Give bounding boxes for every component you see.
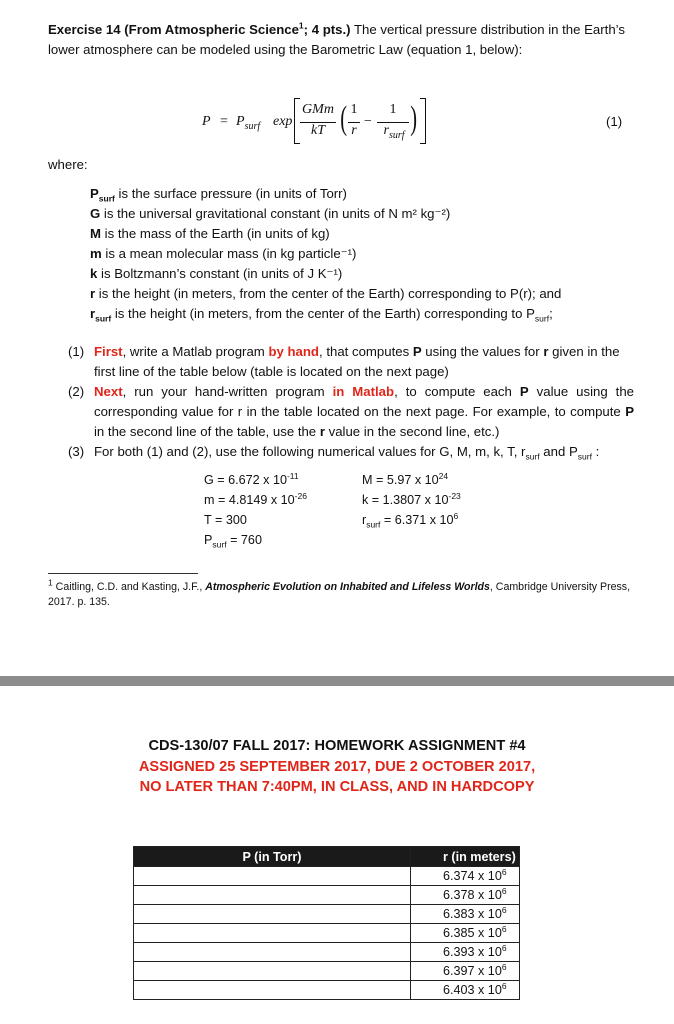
assignment-header-line1: CDS-130/07 FALL 2017: HOMEWORK ASSIGNMENT #4 — [148, 738, 526, 754]
page-separator — [0, 676, 674, 686]
def-earth-mass: M is the mass of the Earth (in units of kg) — [90, 226, 330, 241]
p-cell[interactable] — [134, 962, 411, 981]
table-row — [134, 905, 520, 924]
step-2: (2) Next, run your hand-written program in Matlab, to compute each P value using the corresponding value for r in the table located on the next page. For example, to compute P in the second line of the table, use the r value in the second line, etc.) — [68, 384, 634, 439]
r-cell: 6.403 x $10^6$ — [411, 981, 520, 1000]
assignment-header-line2: ASSIGNED 25 SEPTEMBER 2017, DUE 2 OCTOBER 2017, — [138, 759, 536, 775]
steps-list — [68, 342, 634, 462]
const-psurf: $P_{surf} = 760$ — [204, 533, 262, 550]
col-header-p: P (in Torr) — [134, 847, 411, 867]
def-r: r is the height (in meters, from the center of the Earth) corresponding to P(r); and — [90, 286, 562, 301]
assignment-header-line3: NO LATER THAN 7:40PM, IN CLASS, AND IN HARDCOPY — [139, 779, 535, 795]
step-1: (1) First, write a Matlab program by hand, that computes P using the values for r given in the first line of the table below (table is located on the next page) — [68, 344, 620, 379]
where-label: where: — [48, 157, 88, 172]
col-header-r: r (in meters) — [411, 847, 520, 867]
def-molecular-mass: m is a mean molecular mass (in kg particle⁻¹) — [90, 246, 357, 261]
table-row — [134, 924, 520, 943]
exercise-title: Exercise 14 (From Atmospheric Science$^1$; 4 pts.) — [48, 20, 351, 37]
def-g: G is the universal gravitational constant (in units of N m² kg⁻²) — [90, 206, 451, 221]
table-row — [134, 943, 520, 962]
table-row — [134, 886, 520, 905]
table-row — [134, 962, 520, 981]
const-g: G = 6.672 x $10^{-11}$ — [204, 470, 299, 487]
exercise-intro: Exercise 14 (From Atmospheric Science$^1$; 4 pts.) The vertical pressure distribution in the Earth’s lower atmosphere can be modeled using the Barometric Law (equation 1, below): — [48, 20, 625, 57]
table-row — [134, 867, 520, 886]
const-t: T = 300 — [204, 513, 247, 527]
r-cell: 6.397 x $10^6$ — [411, 962, 520, 981]
r-cell: 6.378 x $10^6$ — [411, 886, 520, 905]
p-cell[interactable] — [134, 886, 411, 905]
def-rsurf: $r_{surf}$ is the height (in meters, from the center of the Earth) corresponding to $P_{surf}$; — [90, 306, 553, 324]
pressure-table — [133, 846, 520, 1000]
p-cell[interactable] — [134, 924, 411, 943]
const-k: k = 1.3807 x $10^{-23}$ — [362, 490, 461, 507]
p-cell[interactable] — [134, 981, 411, 1000]
const-m: m = 4.8149 x $10^{-26}$ — [204, 490, 307, 507]
r-cell: 6.393 x $10^6$ — [411, 943, 520, 962]
const-earth-mass: M = 5.97 x $10^{24}$ — [362, 470, 449, 487]
p-cell[interactable] — [134, 943, 411, 962]
step-3: (3) For both (1) and (2), use the following numerical values for G, M, m, k, T, $r_{surf}$ and $P_{surf}$ : — [68, 444, 600, 462]
p-cell[interactable] — [134, 905, 411, 924]
const-rsurf: $r_{surf} = 6.371$ x $10^6$ — [362, 510, 459, 530]
footnote-divider — [48, 573, 198, 574]
definitions-list — [90, 184, 561, 324]
def-psurf: $P_{surf}$ is the surface pressure (in units of Torr) — [90, 186, 347, 204]
r-cell: 6.385 x $10^6$ — [411, 924, 520, 943]
constants-left — [204, 470, 307, 550]
footnote: $^1$ Caitling, C.D. and Kasting, J.F., Atmospheric Evolution on Inhabited and Lifeless Worlds, Cambridge University Press, 2017. p. 135. — [48, 577, 631, 608]
barometric-equation: P = $P_{surf}$ exp GMm kT ( 1 r − 1 $r_{surf}$ ) — [202, 92, 442, 152]
r-cell: 6.383 x $10^6$ — [411, 905, 520, 924]
r-cell: 6.374 x $10^6$ — [411, 867, 520, 886]
def-boltzmann: k is Boltzmann’s constant (in units of J K⁻¹) — [90, 266, 343, 281]
equation-number: (1) — [606, 114, 623, 129]
table-row — [134, 981, 520, 1000]
table-header-row — [134, 847, 520, 867]
constants-right — [362, 470, 461, 530]
p-cell[interactable] — [134, 867, 411, 886]
